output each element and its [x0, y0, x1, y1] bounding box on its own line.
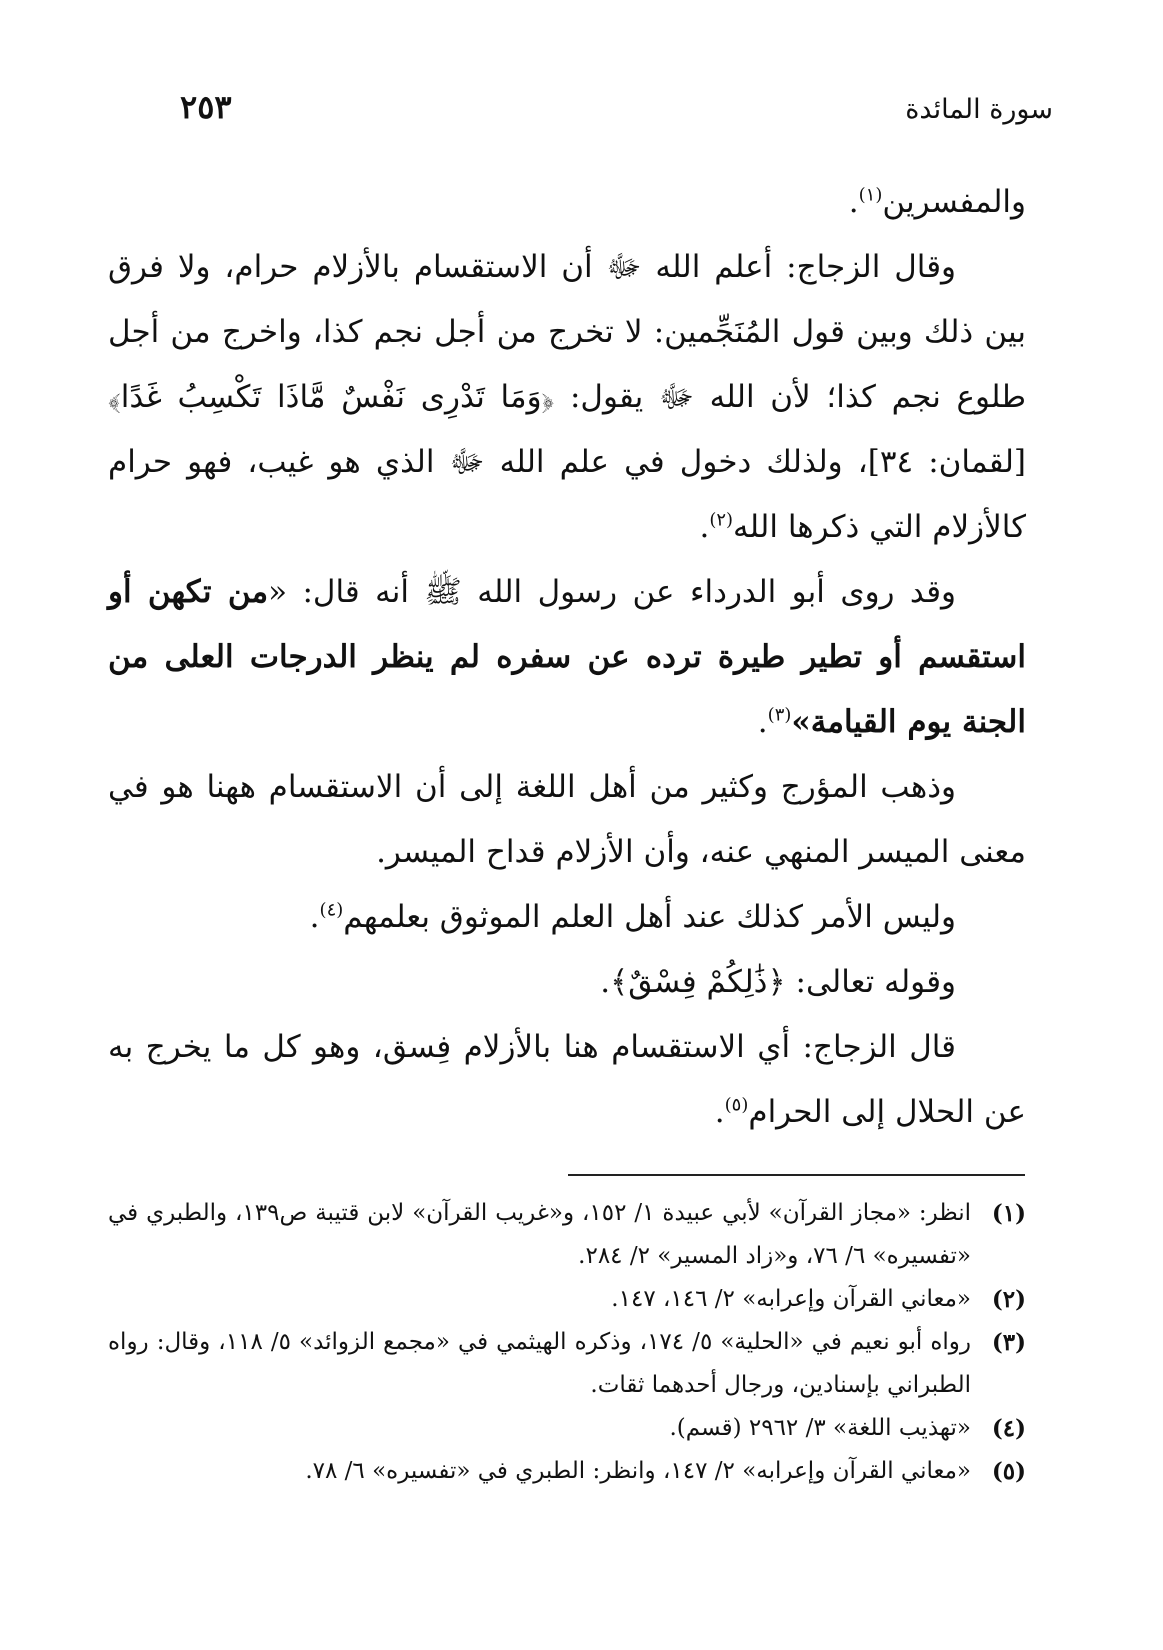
- page-header: [110, 88, 1053, 138]
- footnote-5: [108, 1450, 1026, 1493]
- footnote-text: رواه أبو نعيم في «الحلية» ٥/ ١٧٤، وذكره الهيثمي في «مجمع الزوائد» ٥/ ١١٨، وقال: رواه الطبراني بإسنادين، ورجال أحدهما ثقات.: [108, 1329, 972, 1398]
- footnote-ref-2[interactable]: (٢): [709, 509, 734, 531]
- footnote-text: «معاني القرآن وإعرابه» ٢/ ١٤٧، وانظر: الطبري في «تفسيره» ٦/ ٧٨.: [305, 1458, 971, 1484]
- footnote-number: (٢): [991, 1286, 1026, 1313]
- footnote-3: [108, 1321, 1026, 1407]
- paragraph-7: قال الزجاج: أي الاستقسام هنا بالأزلام فِسق، وهو كل ما يخرج به عن الحلال إلى الحرام$^{(٥)}$.: [108, 1029, 1026, 1130]
- footnote-4: [108, 1407, 1026, 1450]
- quran-verse: ﴿ذَٰلِكُمْ فِسْقٌ﴾: [610, 964, 786, 1000]
- paragraph-3-hadith: وقد روى أبو الدرداء عن رسول الله ﷺ أنه قال: «من تكهن أو استقسم أو تطير طيرة ترده عن سفره لم ينظر الدرجات العلى من الجنة يوم القيامة»$^{(٣)}$.: [108, 574, 1026, 740]
- paragraph-1: والمفسرين$^{(١)}$.: [848, 184, 1026, 220]
- footnote-text: انظر: «مجاز القرآن» لأبي عبيدة ١/ ١٥٢، و«غريب القرآن» لابن قتيبة ص١٣٩، والطبري في «تفسيره» ٦/ ٧٦، و«زاد المسير» ٢/ ٢٨٤.: [108, 1200, 972, 1269]
- paragraph-2: وقال الزجاج: أعلم الله ﷻ أن الاستقسام بالأزلام حرام، ولا فرق بين ذلك وبين قول المُنَجِّمين: لا تخرج من أجل نجم كذا، واخرج من أجل طلوع نجم كذا؛ لأن الله ﷻ يقول: ﴿وَمَا تَدْرِى نَفْسٌ مَّاذَا تَكْسِبُ غَدًا﴾ [لقمان: ٣٤]، ولذلك دخول في علم الله ﷻ الذي هو غيب، فهو حرام كالأزلام التي ذكرها الله$^{(٢)}$.: [108, 249, 1026, 545]
- page-number: ٢٥٣: [180, 88, 232, 126]
- hadith-text: من تكهن أو استقسم أو تطير طيرة ترده عن سفره لم ينظر الدرجات العلى من الجنة يوم القيامة: [108, 574, 1026, 740]
- paragraph-4: وذهب المؤرج وكثير من أهل اللغة إلى أن الاستقسام ههنا هو في معنى الميسر المنهي عنه، وأن الأزلام قداح الميسر.: [108, 769, 1026, 870]
- footnote-number: (٥): [991, 1458, 1026, 1485]
- footnote-1: [108, 1192, 1026, 1278]
- footnote-ref-5[interactable]: (٥): [724, 1094, 749, 1116]
- footnote-2: [108, 1278, 1026, 1321]
- footnote-number: (١): [991, 1200, 1026, 1227]
- footnote-number: (٣): [991, 1329, 1026, 1356]
- footnote-ref-3[interactable]: (٣): [767, 704, 792, 726]
- footnote-text: «معاني القرآن وإعرابه» ٢/ ١٤٦، ١٤٧.: [611, 1286, 971, 1312]
- footnote-separator: [568, 1174, 1025, 1176]
- footnote-ref-4[interactable]: (٤): [319, 899, 344, 921]
- footnote-number: (٤): [991, 1415, 1026, 1442]
- running-title: سورة المائدة: [905, 94, 1053, 125]
- footnote-text: «تهذيب اللغة» ٣/ ٢٩٦٢ (قسم).: [669, 1415, 971, 1441]
- paragraph-5: وليس الأمر كذلك عند أهل العلم الموثوق بعلمهم$^{(٤)}$.: [309, 899, 956, 935]
- main-text: [108, 170, 1026, 1145]
- footnotes: [108, 1192, 1026, 1493]
- footnote-ref-1[interactable]: (١): [858, 184, 883, 206]
- paragraph-6: وقوله تعالى: ﴿ذَٰلِكُمْ فِسْقٌ﴾.: [600, 964, 956, 1000]
